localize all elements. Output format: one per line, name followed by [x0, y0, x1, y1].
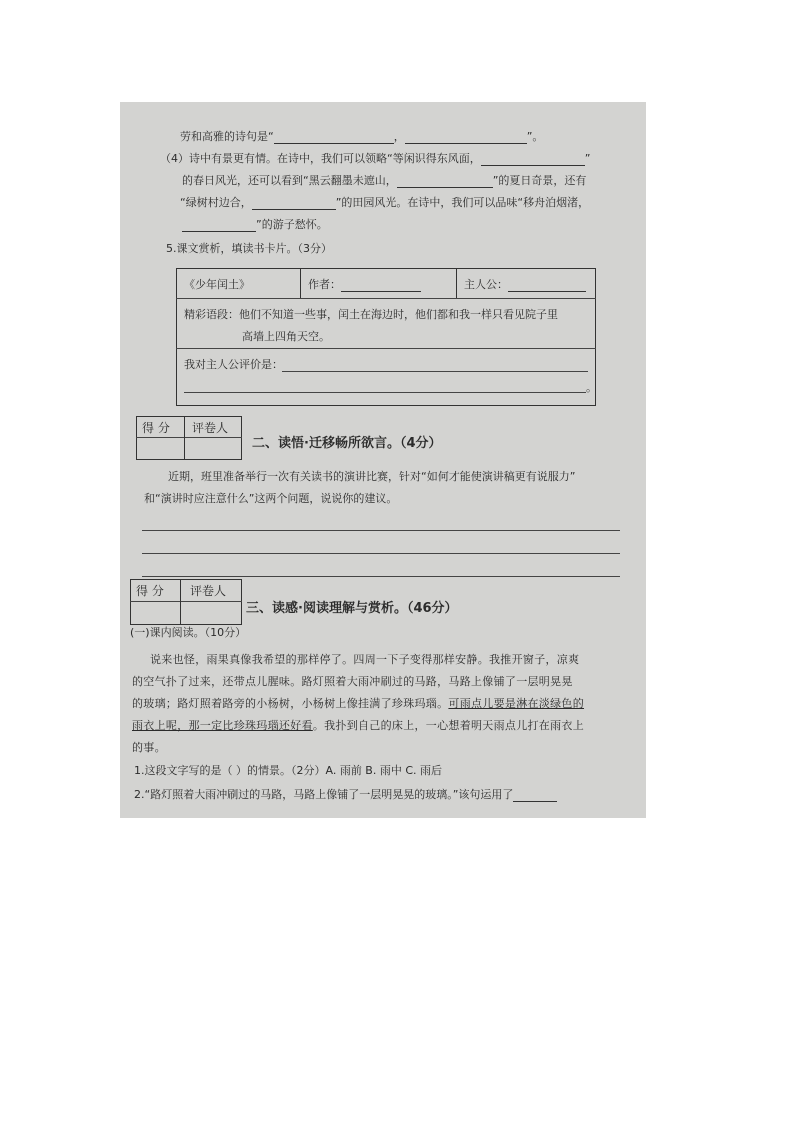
poem-line-1-prefix: 劳和高雅的诗句是“	[180, 130, 274, 143]
section-3-title: 三、读感·阅读理解与赏析。（46分）	[246, 601, 458, 616]
passage-text: 的玻璃；路灯照着路旁的小杨树，小杨树上像挂满了珍珠玛瑙。	[132, 697, 449, 710]
divider	[456, 268, 457, 298]
answer-blank[interactable]	[405, 132, 527, 144]
question-2-text: 2.“路灯照着大雨冲刷过的马路，马路上像铺了一层明晃晃的玻璃。”该句运用了	[134, 788, 514, 801]
poem-line-1-suffix: ”。	[526, 130, 544, 143]
passage-line-4	[132, 717, 584, 733]
section-2-paragraph-line-1: 近期，班里准备举行一次有关读书的演讲比赛，针对“如何才能使演讲稿更有说服力”	[168, 470, 576, 483]
poem-line-4-prefix: “绿树村边合，	[180, 196, 252, 209]
poem-line-2-prefix: （4）诗中有景更有情。在诗中，我们可以领略“等闲识得东风面，	[160, 152, 481, 165]
grader-label: 评卷人	[190, 584, 227, 598]
poem-line-2	[160, 152, 590, 166]
poem-line-1-comma: ，	[393, 130, 405, 143]
answer-blank[interactable]	[182, 220, 256, 232]
question-2	[134, 788, 557, 802]
evaluation-label: 我对主人公评价是：	[184, 358, 283, 371]
protagonist-blank[interactable]	[508, 280, 586, 292]
divider	[300, 268, 301, 298]
poem-line-5	[182, 218, 328, 232]
section-2-paragraph-line-2: 和“演讲时应注意什么”这两个问题，说说你的建议。	[144, 492, 398, 505]
answer-blank[interactable]	[513, 790, 557, 802]
answer-blank[interactable]	[397, 176, 493, 188]
poem-line-2-suffix: ”	[584, 152, 591, 165]
excerpt-line-1	[184, 308, 558, 322]
answer-blank[interactable]	[481, 154, 585, 166]
passage-line-3	[132, 695, 584, 711]
passage-line-5: 的事。	[132, 741, 166, 754]
score-label: 得 分	[136, 584, 164, 598]
evaluation-answer-line[interactable]	[184, 392, 586, 393]
answer-line[interactable]	[142, 576, 620, 577]
divider	[180, 579, 181, 625]
evaluation-end-mark: 。	[586, 381, 597, 394]
excerpt-line-2: 高墙上四角天空。	[242, 330, 330, 343]
evaluation-answer-line[interactable]	[282, 371, 588, 372]
protagonist-field	[464, 278, 586, 292]
scanned-exam-photo	[120, 102, 646, 818]
passage-line-2: 的空气扑了过来，还带点儿腥味。路灯照着大雨冲刷过的马路，马路上像铺了一层明晃晃	[132, 675, 573, 688]
poem-line-3	[182, 174, 586, 188]
excerpt-label: 精彩语段：	[184, 308, 239, 321]
divider	[184, 416, 185, 460]
sub-section-title: (一)课内阅读。（10分）	[130, 626, 247, 639]
grader-label: 评卷人	[192, 421, 229, 435]
poem-line-3-prefix: 的春日风光，还可以看到“黑云翻墨未遮山，	[182, 174, 397, 187]
poem-line-4	[180, 196, 589, 210]
answer-line[interactable]	[142, 553, 620, 554]
score-label: 得 分	[142, 421, 170, 435]
answer-blank[interactable]	[274, 132, 394, 144]
poem-line-3-suffix: ”的夏日奇景，还有	[492, 174, 587, 187]
section-2-title: 二、读悟·迁移畅所欲言。（4分）	[252, 436, 442, 451]
question-1: 1.这段文字写的是（ ）的情景。（2分）A. 雨前 B. 雨中 C. 雨后	[134, 764, 443, 777]
author-blank[interactable]	[341, 280, 421, 292]
question-5-title: 5.课文赏析，填读书卡片。（3分）	[166, 242, 332, 255]
divider	[176, 348, 596, 349]
answer-line[interactable]	[142, 530, 620, 531]
divider	[130, 601, 242, 602]
book-title: 《少年闰土》	[184, 278, 250, 291]
poem-line-1	[180, 130, 543, 144]
divider	[176, 298, 596, 299]
underlined-sentence: 雨衣上呢，那一定比珍珠玛瑙还好看	[132, 719, 313, 732]
underlined-sentence: 可雨点儿要是淋在淡绿色的	[448, 697, 585, 710]
poem-line-4-suffix: ”的田园风光。在诗中，我们可以品味“移舟泊烟渚，	[335, 196, 590, 209]
passage-text: 。我扑到自己的床上，一心想着明天雨点儿打在雨衣上	[312, 719, 585, 732]
answer-blank[interactable]	[252, 198, 336, 210]
excerpt-text: 他们不知道一些事，闰土在海边时，他们都和我一样只看见院子里	[239, 308, 558, 321]
author-label: 作者：	[308, 278, 341, 291]
poem-line-5-suffix: ”的游子愁怀。	[256, 218, 328, 231]
author-field	[308, 278, 421, 292]
divider	[136, 437, 242, 438]
passage-line-1: 说来也怪，雨果真像我希望的那样停了。四周一下子变得那样安静。我推开窗子，凉爽	[150, 653, 580, 666]
protagonist-label: 主人公：	[464, 278, 508, 291]
